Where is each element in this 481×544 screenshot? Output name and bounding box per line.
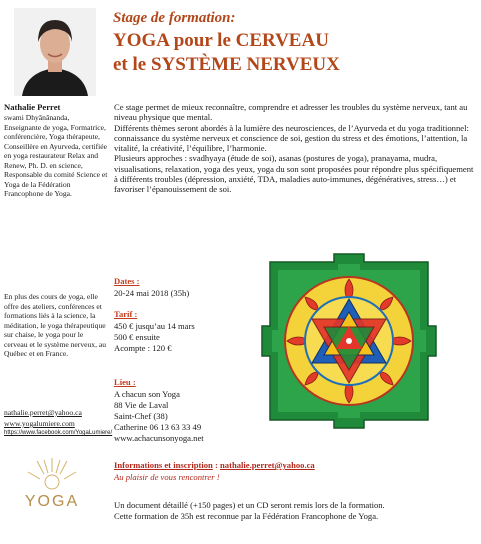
footer-note [114,500,474,522]
presenter-name: Nathalie Perret [4,102,61,112]
stage-heading: Stage de formation: [113,10,236,26]
dates-value: 20-24 mai 2018 (35h) [114,288,190,298]
footer-line-2: Cette formation de 35h est reconnue par la Fédération Francophone de Yoga. [114,510,379,521]
description-para-2: Différents thèmes seront abordés à la lumière des neurosciences, de l’Ayurveda et du yoga traditionnel: connaissance du système nerveux et conscience de soi, gestion du stress et des émotions, l’attention, la vitalité, la créativité, l’équilibre, l’harmonie. [114,122,469,154]
footer-line-1: Un document détaillé (+150 pages) et un CD seront remis lors de la formation. [114,500,385,510]
presenter-bio-activities: En plus des cours de yoga, elle offre des ateliers, conférences et formations liés à la science, la méditation, le yoga thérapeutique sur chaise, le yoga pour le cerveau et le système nerveux, au Québec et en France. [4,292,107,358]
info-line [114,460,315,470]
sun-logo-icon [24,452,80,496]
tarif-line: 500 € ensuite [114,332,160,342]
lieu-line: Saint-Chef (38) [114,411,168,421]
tarif-label: Tarif : [114,309,138,319]
title-line-2: et le SYSTÈME NERVEUX [113,54,340,75]
tarif-values [114,321,195,354]
description-para-3: Plusieurs approches : svadhyaya (étude de soi), asanas (postures de yoga), pranayama, mudra, visualisations, relaxation, yoga des yeux, yoga du son sont proposées pour répondre plus spécifiquement à différents troubles (dépression, anxiété, TDA, maladies auto-immunes, dégénératives, stress…) et favoriser l’épanouissement de soi. [114,153,474,195]
dates-label: Dates : [114,276,140,286]
info-label: Informations et inscription [114,460,213,470]
title-line-1: YOGA pour le CERVEAU [113,30,329,51]
lieu-line: 88 Vie de Laval [114,400,169,410]
presenter-website-link[interactable]: www.yogalumiere.com [4,419,75,428]
lieu-website-link[interactable]: www.achacunsonyoga.net [114,433,204,443]
tarif-line: Acompte : 120 € [114,343,172,353]
lieu-phone: Catherine 06 13 63 33 49 [114,422,202,432]
yantra-image [258,250,440,432]
lieu-label: Lieu : [114,377,136,387]
lieu-line: A chacun son Yoga [114,389,180,399]
presenter-photo [14,8,96,96]
tagline: Au plaisir de vous rencontrer ! [114,472,220,482]
presenter-email-link[interactable]: nathalie.perret@yahoo.ca [4,408,82,417]
presenter-facebook-link[interactable]: https://www.facebook.com/YogaLumiere/ [4,430,113,436]
description [114,102,474,195]
info-separator: : [212,460,220,470]
presenter-bio: swami Dhyânânanda, Enseignante de yoga, Formatrice, conférencière, Yoga thérapeute, Conseillère en Ayurveda, certifiée en yoga restaurateur Relax and Renew, Ph. D. en science, Responsable du comité Science et Yoga de la Fédération Francophone de Yoga. [4,113,108,198]
info-email-link[interactable]: nathalie.perret@yahoo.ca [220,460,315,470]
logo-text: YOGA [24,493,80,510]
lieu-values [114,389,204,444]
description-para-1: Ce stage permet de mieux reconnaître, comprendre et adresser les troubles du système nerveux, tant au niveau physique que mental. [114,102,468,123]
tarif-line: 450 € jusqu’au 14 mars [114,321,195,331]
